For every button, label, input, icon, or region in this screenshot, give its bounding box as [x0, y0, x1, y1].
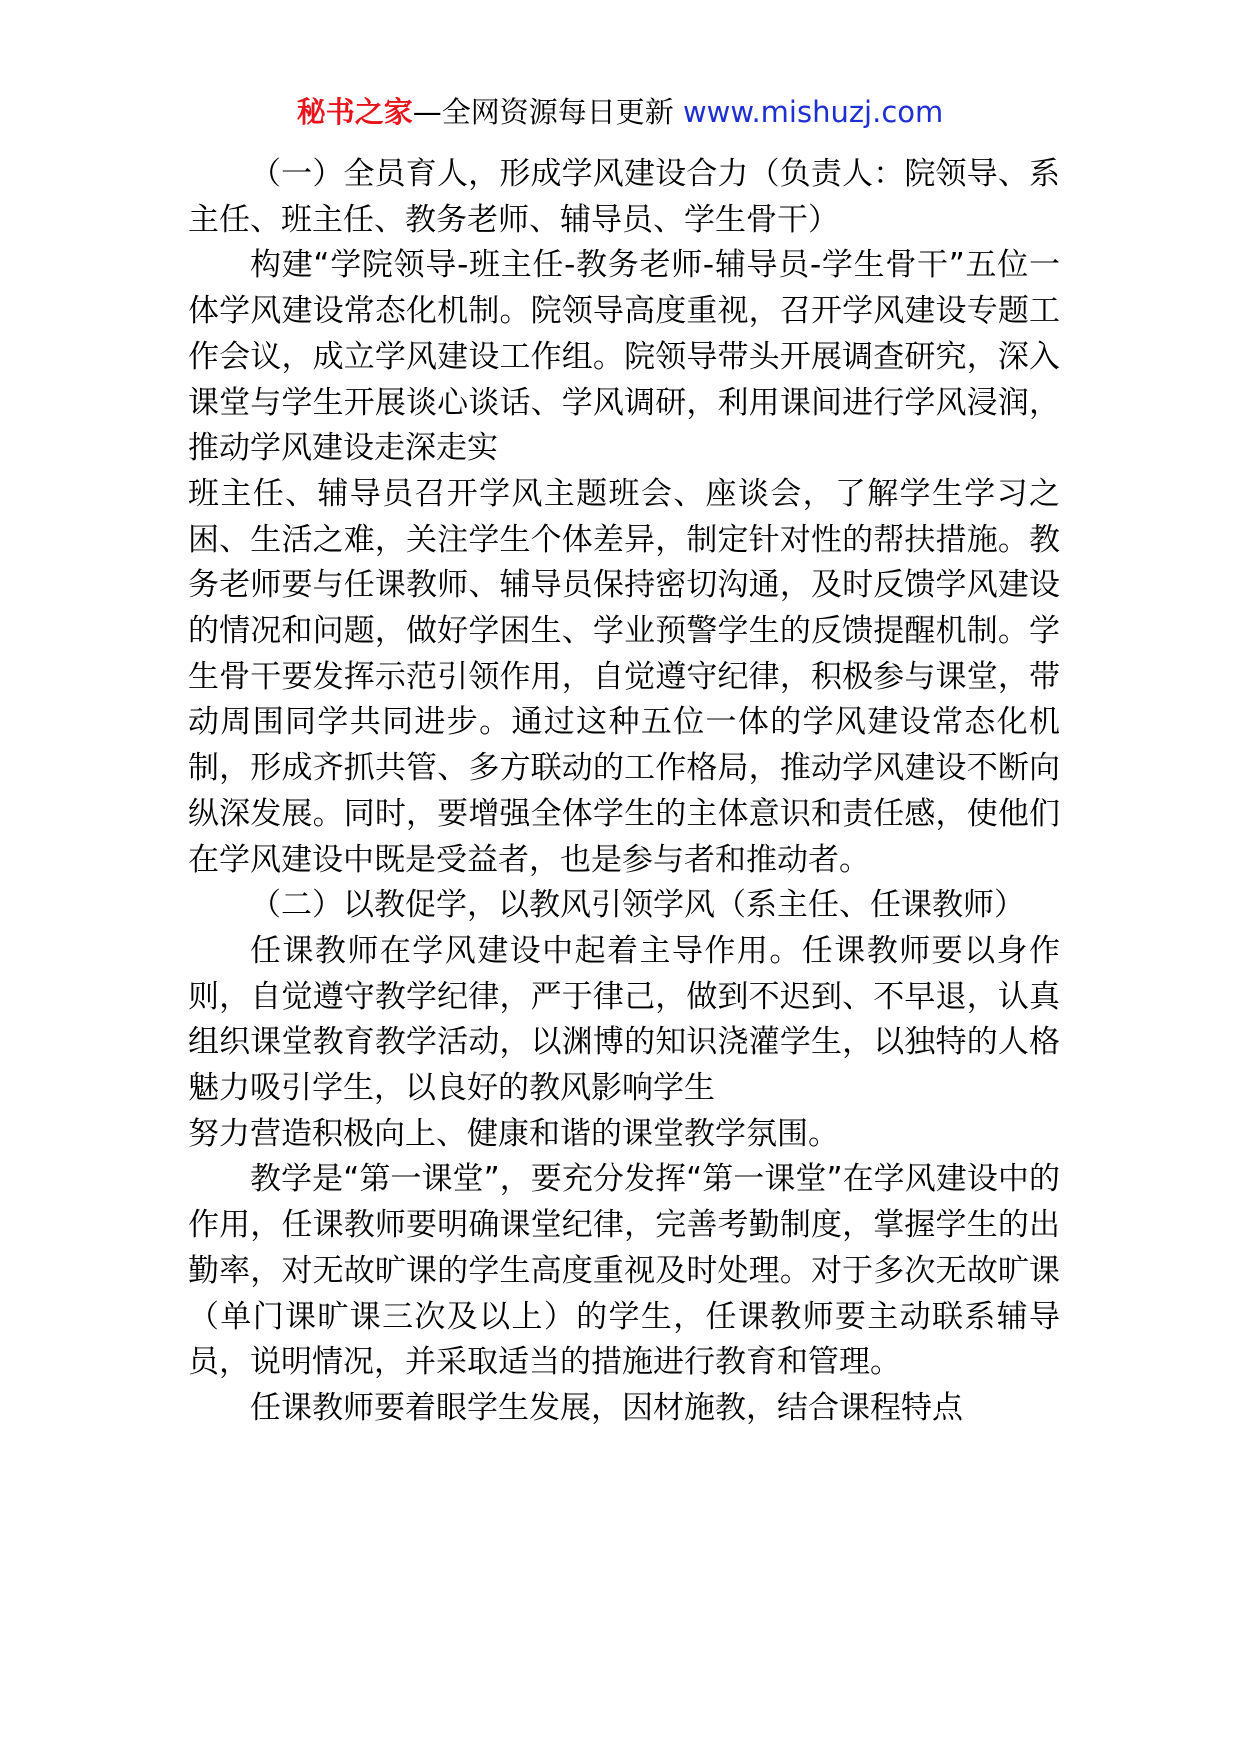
site-brand: 秘书之家	[296, 95, 413, 129]
section-heading-1: （一）全员育人，形成学风建设合力（负责人：院领导、系主任、班主任、教务老师、辅导员、学生骨干）	[188, 156, 1060, 238]
body-paragraph: 努力营造积极向上、健康和谐的课堂教学氛围。	[188, 1115, 839, 1152]
body-paragraph: 班主任、辅导员召开学风主题班会、座谈会，了解学生学习之困、生活之难，关注学生个体差异，制定针对性的帮扶措施。教务老师要与任课教师、辅导员保持密切沟通，及时反馈学风建设的情况和问题，做好学困生、学业预警学生的反馈提醒机制。学生骨干要发挥示范引领作用，自觉遵守纪律，积极参与课堂，带动周围同学共同进步。通过这种五位一体的学风建设常态化机制，形成齐抓共管、多方联动的工作格局，推动学风建设不断向纵深发展。同时，要增强全体学生的主体意识和责任感，使他们在学风建设中既是受益者，也是参与者和推动者。	[188, 475, 1060, 878]
site-slogan: —全网资源每日更新	[412, 95, 674, 129]
document-body	[188, 152, 1060, 1432]
body-paragraph: 任课教师在学风建设中起着主导作用。任课教师要以身作则，自觉遵守教学纪律，严于律己，做到不迟到、不早退，认真组织课堂教育教学活动，以渊博的知识浇灌学生，以独特的人格魅力吸引学生，以良好的教风影响学生	[188, 932, 1060, 1107]
body-paragraph: 任课教师要着眼学生发展，因材施教，结合课程特点	[250, 1389, 963, 1426]
site-header	[0, 92, 1240, 132]
section-heading-2: （二）以教促学，以教风引领学风（系主任、任课教师）	[250, 887, 1025, 924]
site-url-link[interactable]: www.mishuzj.com	[682, 95, 944, 129]
body-paragraph: 构建“学院领导-班主任-教务老师-辅导员-学生骨干”五位一体学风建设常态化机制。院领导高度重视，召开学风建设专题工作会议，成立学风建设工作组。院领导带头开展调查研究，深入课堂与学生开展谈心谈话、学风调研，利用课间进行学风浸润，推动学风建设走深走实	[188, 247, 1060, 467]
body-paragraph: 教学是“第一课堂”，要充分发挥“第一课堂”在学风建设中的作用，任课教师要明确课堂纪律，完善考勤制度，掌握学生的出勤率，对无故旷课的学生高度重视及时处理。对于多次无故旷课（单门课旷课三次及以上）的学生，任课教师要主动联系辅导员，说明情况，并采取适当的措施进行教育和管理。	[188, 1161, 1060, 1381]
